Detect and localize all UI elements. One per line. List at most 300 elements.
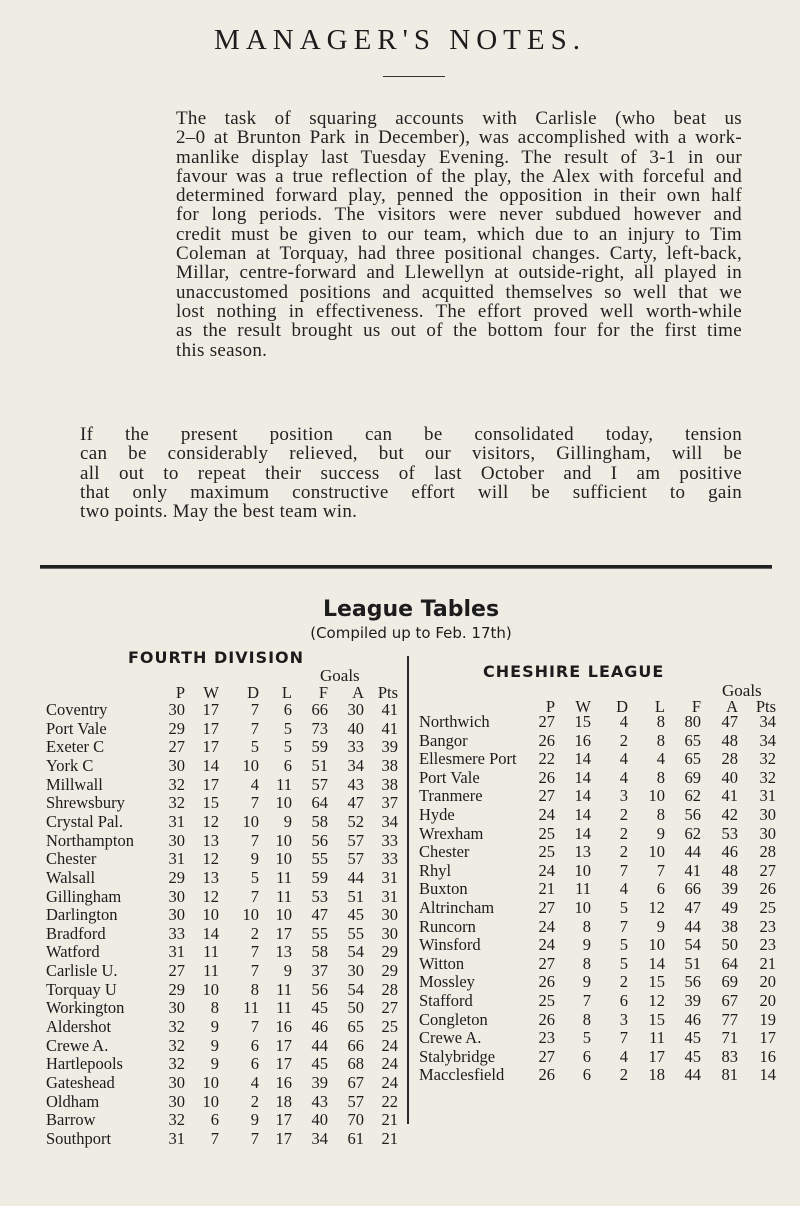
team-name: Rhyl bbox=[419, 860, 452, 880]
stat-cell: 6 bbox=[656, 879, 665, 899]
stat-cell: 30 bbox=[381, 905, 398, 925]
stat-cell: 12 bbox=[202, 811, 219, 831]
stat-cell: 70 bbox=[347, 1110, 364, 1130]
stat-cell: 22 bbox=[538, 749, 555, 769]
stat-cell: 17 bbox=[275, 1035, 292, 1055]
stat-cell: 51 bbox=[684, 953, 701, 973]
table-row bbox=[46, 906, 401, 925]
stat-cell: 64 bbox=[721, 953, 738, 973]
league-tables-subtitle: (Compiled up to Feb. 17th) bbox=[310, 624, 512, 642]
stat-cell: 12 bbox=[648, 898, 665, 917]
stat-cell: 4 bbox=[619, 1046, 628, 1066]
team-name: Ellesmere Port bbox=[419, 749, 517, 769]
column-header: L bbox=[654, 697, 665, 716]
stat-cell: 50 bbox=[721, 935, 738, 955]
stat-cell: 5 bbox=[283, 718, 292, 738]
stat-cell: 50 bbox=[347, 998, 364, 1018]
stat-cell: 38 bbox=[381, 755, 398, 775]
team-name: Crewe A. bbox=[419, 1028, 482, 1048]
paragraph-line: Coleman at Torquay, had three positional changes. Carty, left-back, bbox=[176, 243, 742, 265]
stat-cell: 27 bbox=[538, 898, 555, 917]
stat-cell: 10 bbox=[275, 830, 292, 850]
column-header: P bbox=[545, 697, 555, 716]
stat-cell: 56 bbox=[311, 979, 328, 999]
stat-cell: 11 bbox=[575, 879, 591, 899]
stat-cell: 4 bbox=[619, 749, 628, 769]
stat-cell: 40 bbox=[721, 767, 738, 787]
stat-cell: 11 bbox=[276, 979, 292, 999]
team-name: Chester bbox=[46, 849, 97, 869]
stat-cell: 12 bbox=[202, 886, 219, 906]
stat-cell: 56 bbox=[684, 805, 701, 824]
table-row bbox=[46, 888, 401, 907]
team-name: Stafford bbox=[419, 991, 473, 1010]
team-name: Mossley bbox=[419, 972, 475, 992]
stat-cell: 28 bbox=[721, 749, 738, 769]
stat-cell: 31 bbox=[381, 867, 398, 887]
stat-cell: 7 bbox=[619, 1028, 628, 1048]
table-separator bbox=[407, 656, 409, 1124]
stat-cell: 17 bbox=[275, 923, 292, 943]
table-row bbox=[419, 1029, 781, 1048]
stat-cell: 45 bbox=[684, 1046, 701, 1066]
stat-cell: 27 bbox=[168, 737, 185, 757]
column-header: Pts bbox=[755, 697, 776, 716]
stat-cell: 27 bbox=[759, 860, 776, 880]
stat-cell: 20 bbox=[759, 991, 776, 1010]
stat-cell: 30 bbox=[759, 823, 776, 843]
table-row bbox=[46, 1130, 401, 1149]
stat-cell: 30 bbox=[347, 961, 364, 981]
stat-cell: 8 bbox=[656, 712, 665, 731]
table-row bbox=[419, 750, 781, 769]
stat-cell: 5 bbox=[250, 737, 259, 757]
stat-cell: 32 bbox=[168, 1017, 185, 1037]
stat-cell: 9 bbox=[250, 1110, 259, 1130]
stat-cell: 17 bbox=[759, 1028, 776, 1048]
table-row bbox=[419, 787, 781, 806]
table-row bbox=[46, 1037, 401, 1056]
team-name: Winsford bbox=[419, 935, 481, 955]
stat-cell: 17 bbox=[275, 1128, 292, 1148]
stat-cell: 33 bbox=[381, 849, 398, 869]
table-row bbox=[419, 825, 781, 844]
stat-cell: 14 bbox=[574, 786, 591, 806]
team-name: Shrewsbury bbox=[46, 793, 125, 813]
notes-paragraph-1 bbox=[80, 109, 742, 360]
stat-cell: 34 bbox=[347, 755, 364, 775]
stat-cell: 6 bbox=[619, 991, 628, 1010]
stat-cell: 13 bbox=[202, 867, 219, 887]
paragraph-line: for long periods. The visitors were never subdued however and bbox=[176, 204, 742, 226]
table-row bbox=[46, 738, 401, 757]
team-name: Darlington bbox=[46, 905, 118, 925]
team-name: Gillingham bbox=[46, 886, 122, 906]
stat-cell: 51 bbox=[311, 755, 328, 775]
column-header: W bbox=[575, 697, 591, 716]
stat-cell: 30 bbox=[168, 1073, 185, 1092]
stat-cell: 29 bbox=[381, 961, 398, 981]
table-row bbox=[419, 973, 781, 992]
stat-cell: 59 bbox=[311, 867, 328, 887]
stat-cell: 17 bbox=[202, 718, 219, 738]
fourth-division-heading: FOURTH DIVISION bbox=[128, 648, 305, 667]
stat-cell: 33 bbox=[381, 830, 398, 850]
column-header: F bbox=[318, 683, 328, 702]
stat-cell: 42 bbox=[721, 805, 738, 824]
stat-cell: 24 bbox=[538, 916, 555, 936]
team-name: Coventry bbox=[46, 700, 108, 719]
stat-cell: 20 bbox=[759, 972, 776, 992]
table-row bbox=[46, 832, 401, 851]
stat-cell: 8 bbox=[582, 1009, 591, 1029]
table-row bbox=[46, 1093, 401, 1112]
stat-cell: 65 bbox=[684, 749, 701, 769]
stat-cell: 25 bbox=[538, 991, 555, 1010]
stat-cell: 24 bbox=[381, 1054, 398, 1074]
stat-cell: 7 bbox=[250, 1128, 259, 1148]
paragraph-line: favour was a true reflection of the play, the Alex with forceful and bbox=[176, 165, 742, 187]
stat-cell: 7 bbox=[250, 793, 259, 813]
cheshire-league-heading: CHESHIRE LEAGUE bbox=[483, 662, 665, 681]
team-name: Bangor bbox=[419, 730, 468, 750]
stat-cell: 10 bbox=[242, 905, 259, 925]
stat-cell: 4 bbox=[619, 767, 628, 787]
stat-cell: 6 bbox=[250, 1054, 259, 1074]
table-row bbox=[419, 880, 781, 899]
table-row bbox=[46, 850, 401, 869]
stat-cell: 71 bbox=[721, 1028, 738, 1048]
team-name: Crystal Pal. bbox=[46, 811, 123, 831]
stat-cell: 45 bbox=[684, 1028, 701, 1048]
stat-cell: 30 bbox=[347, 700, 364, 719]
table-row bbox=[419, 862, 781, 881]
stat-cell: 33 bbox=[347, 737, 364, 757]
stat-cell: 9 bbox=[250, 849, 259, 869]
stat-cell: 57 bbox=[347, 849, 364, 869]
table-row bbox=[419, 843, 781, 862]
table-row bbox=[46, 720, 401, 739]
stat-cell: 55 bbox=[311, 849, 328, 869]
stat-cell: 54 bbox=[684, 935, 701, 955]
stat-cell: 21 bbox=[381, 1128, 398, 1148]
stat-cell: 37 bbox=[381, 793, 398, 813]
stat-cell: 52 bbox=[347, 811, 364, 831]
stat-cell: 5 bbox=[619, 935, 628, 955]
stat-cell: 46 bbox=[311, 1017, 328, 1037]
stat-cell: 43 bbox=[347, 774, 364, 794]
stat-cell: 10 bbox=[242, 755, 259, 775]
stat-cell: 49 bbox=[721, 898, 738, 917]
stat-cell: 5 bbox=[619, 898, 628, 917]
title-underline bbox=[383, 76, 445, 77]
stat-cell: 61 bbox=[347, 1128, 364, 1148]
stat-cell: 59 bbox=[311, 737, 328, 757]
team-name: Carlisle U. bbox=[46, 961, 118, 981]
stat-cell: 14 bbox=[648, 953, 665, 973]
stat-cell: 39 bbox=[381, 737, 398, 757]
column-header: A bbox=[726, 697, 738, 716]
team-name: Northampton bbox=[46, 830, 134, 850]
table-row bbox=[419, 806, 781, 825]
table-row bbox=[46, 925, 401, 944]
team-name: Hartlepools bbox=[46, 1054, 123, 1074]
stat-cell: 26 bbox=[538, 767, 555, 787]
team-name: Port Vale bbox=[419, 767, 480, 787]
stat-cell: 2 bbox=[619, 1065, 628, 1085]
stat-cell: 44 bbox=[684, 916, 701, 936]
paragraph-line: Millar, centre-forward and Llewellyn at outside-right, all played in bbox=[176, 262, 742, 284]
stat-cell: 21 bbox=[538, 879, 555, 899]
stat-cell: 37 bbox=[311, 961, 328, 981]
stat-cell: 41 bbox=[684, 860, 701, 880]
table-row bbox=[419, 992, 781, 1011]
stat-cell: 8 bbox=[582, 953, 591, 973]
stat-cell: 31 bbox=[168, 1128, 185, 1148]
paragraph-line: all out to repeat their success of last October and I am positive bbox=[80, 462, 742, 484]
stat-cell: 10 bbox=[242, 811, 259, 831]
stat-cell: 41 bbox=[381, 718, 398, 738]
column-header: W bbox=[203, 683, 219, 702]
stat-cell: 9 bbox=[656, 823, 665, 843]
stat-cell: 7 bbox=[250, 961, 259, 981]
stat-cell: 7 bbox=[619, 860, 628, 880]
stat-cell: 16 bbox=[759, 1046, 776, 1066]
stat-cell: 34 bbox=[311, 1128, 328, 1148]
stat-cell: 30 bbox=[168, 1091, 185, 1111]
stat-cell: 56 bbox=[684, 972, 701, 992]
stat-cell: 9 bbox=[283, 811, 292, 831]
stat-cell: 2 bbox=[619, 730, 628, 750]
stat-cell: 45 bbox=[311, 1054, 328, 1074]
stat-cell: 11 bbox=[203, 942, 219, 962]
stat-cell: 53 bbox=[721, 823, 738, 843]
stat-cell: 27 bbox=[538, 1046, 555, 1066]
stat-cell: 10 bbox=[275, 849, 292, 869]
stat-cell: 2 bbox=[619, 842, 628, 862]
stat-cell: 32 bbox=[168, 1110, 185, 1130]
stat-cell: 2 bbox=[619, 823, 628, 843]
column-header: D bbox=[247, 683, 259, 702]
stat-cell: 47 bbox=[684, 898, 701, 917]
stat-cell: 65 bbox=[684, 730, 701, 750]
stat-cell: 15 bbox=[574, 712, 591, 731]
team-name: Buxton bbox=[419, 879, 468, 899]
stat-cell: 47 bbox=[721, 712, 738, 731]
stat-cell: 14 bbox=[574, 823, 591, 843]
stat-cell: 31 bbox=[168, 849, 185, 869]
stat-cell: 27 bbox=[538, 786, 555, 806]
table-row bbox=[46, 962, 401, 981]
stat-cell: 55 bbox=[311, 923, 328, 943]
stat-cell: 8 bbox=[210, 998, 219, 1018]
stat-cell: 8 bbox=[250, 979, 259, 999]
stat-cell: 21 bbox=[381, 1110, 398, 1130]
stat-cell: 8 bbox=[656, 767, 665, 787]
stat-cell: 45 bbox=[311, 998, 328, 1018]
team-name: Witton bbox=[419, 953, 465, 973]
stat-cell: 31 bbox=[168, 811, 185, 831]
table-row bbox=[46, 776, 401, 795]
stat-cell: 32 bbox=[168, 1035, 185, 1055]
stat-cell: 62 bbox=[684, 786, 701, 806]
page-title: MANAGER'S NOTES. bbox=[214, 24, 586, 56]
team-name: York C bbox=[46, 755, 94, 775]
team-name: Altrincham bbox=[419, 898, 495, 917]
stat-cell: 30 bbox=[168, 998, 185, 1018]
table-row bbox=[46, 794, 401, 813]
stat-cell: 5 bbox=[619, 953, 628, 973]
stat-cell: 54 bbox=[347, 942, 364, 962]
stat-cell: 24 bbox=[538, 935, 555, 955]
stat-cell: 24 bbox=[538, 805, 555, 824]
stat-cell: 9 bbox=[210, 1035, 219, 1055]
team-name: Aldershot bbox=[46, 1017, 112, 1037]
stat-cell: 34 bbox=[381, 811, 398, 831]
stat-cell: 43 bbox=[311, 1091, 328, 1111]
team-name: Crewe A. bbox=[46, 1035, 109, 1055]
team-name: Watford bbox=[46, 942, 100, 962]
paragraph-line: 2–0 at Brunton Park in December), was accomplished with a work- bbox=[176, 127, 742, 149]
stat-cell: 32 bbox=[759, 767, 776, 787]
table-row bbox=[419, 955, 781, 974]
stat-cell: 10 bbox=[648, 786, 665, 806]
stat-cell: 41 bbox=[721, 786, 738, 806]
stat-cell: 46 bbox=[721, 842, 738, 862]
stat-cell: 7 bbox=[210, 1128, 219, 1148]
table-row bbox=[419, 1066, 781, 1085]
stat-cell: 58 bbox=[311, 811, 328, 831]
team-name: Bradford bbox=[46, 923, 106, 943]
stat-cell: 10 bbox=[648, 935, 665, 955]
stat-cell: 16 bbox=[275, 1073, 292, 1092]
table-row bbox=[419, 769, 781, 788]
table-row bbox=[419, 1048, 781, 1067]
stat-cell: 44 bbox=[684, 842, 701, 862]
stat-cell: 47 bbox=[347, 793, 364, 813]
stat-cell: 11 bbox=[649, 1028, 665, 1048]
stat-cell: 14 bbox=[759, 1065, 776, 1085]
stat-cell: 31 bbox=[759, 786, 776, 806]
stat-cell: 12 bbox=[648, 991, 665, 1010]
stat-cell: 14 bbox=[574, 767, 591, 787]
stat-cell: 30 bbox=[168, 700, 185, 719]
team-name: Port Vale bbox=[46, 718, 107, 738]
stat-cell: 5 bbox=[582, 1028, 591, 1048]
stat-cell: 65 bbox=[347, 1017, 364, 1037]
stat-cell: 68 bbox=[347, 1054, 364, 1074]
stat-cell: 24 bbox=[538, 860, 555, 880]
team-name: Hyde bbox=[419, 805, 455, 824]
stat-cell: 57 bbox=[347, 830, 364, 850]
stat-cell: 45 bbox=[347, 905, 364, 925]
table-row bbox=[419, 713, 781, 732]
stat-cell: 14 bbox=[202, 755, 219, 775]
stat-cell: 6 bbox=[582, 1065, 591, 1085]
stat-cell: 30 bbox=[168, 755, 185, 775]
stat-cell: 31 bbox=[168, 942, 185, 962]
team-name: Runcorn bbox=[419, 916, 476, 936]
table-row bbox=[46, 1055, 401, 1074]
stat-cell: 10 bbox=[202, 979, 219, 999]
table-row bbox=[46, 701, 401, 720]
stat-cell: 13 bbox=[275, 942, 292, 962]
stat-cell: 25 bbox=[538, 842, 555, 862]
stat-cell: 15 bbox=[202, 793, 219, 813]
stat-cell: 11 bbox=[276, 886, 292, 906]
stat-cell: 24 bbox=[381, 1073, 398, 1092]
column-header: A bbox=[352, 683, 364, 702]
team-name: Walsall bbox=[46, 867, 96, 887]
stat-cell: 73 bbox=[311, 718, 328, 738]
cheshire-league-goals-label: Goals bbox=[722, 681, 762, 700]
league-tables-title: League Tables bbox=[322, 597, 500, 622]
stat-cell: 13 bbox=[202, 830, 219, 850]
paragraph-line: as the result brought us out of the bottom four for the first time bbox=[176, 320, 742, 342]
team-name: Exeter C bbox=[46, 737, 105, 757]
stat-cell: 32 bbox=[759, 749, 776, 769]
stat-cell: 30 bbox=[381, 923, 398, 943]
table-row bbox=[46, 943, 401, 962]
table-row bbox=[46, 1074, 401, 1093]
stat-cell: 26 bbox=[538, 1065, 555, 1085]
stat-cell: 9 bbox=[283, 961, 292, 981]
stat-cell: 81 bbox=[721, 1065, 738, 1085]
team-name: Millwall bbox=[46, 774, 103, 794]
team-name: Torquay U bbox=[46, 979, 117, 999]
stat-cell: 77 bbox=[721, 1009, 738, 1029]
column-header: Pts bbox=[377, 683, 398, 702]
notes-paragraph-2 bbox=[80, 425, 742, 521]
stat-cell: 17 bbox=[648, 1046, 665, 1066]
stat-cell: 67 bbox=[721, 991, 738, 1010]
table-row bbox=[46, 981, 401, 1000]
stat-cell: 66 bbox=[347, 1035, 364, 1055]
stat-cell: 64 bbox=[311, 793, 328, 813]
stat-cell: 10 bbox=[648, 842, 665, 862]
paragraph-line: manlike display last Tuesday Evening. The result of 3-1 in our bbox=[176, 146, 742, 168]
stat-cell: 30 bbox=[168, 830, 185, 850]
paragraph-line: that only maximum constructive effort will be sufficient to gain bbox=[80, 481, 742, 503]
team-name: Southport bbox=[46, 1128, 112, 1148]
stat-cell: 9 bbox=[582, 972, 591, 992]
stat-cell: 5 bbox=[283, 737, 292, 757]
stat-cell: 7 bbox=[250, 886, 259, 906]
stat-cell: 2 bbox=[619, 805, 628, 824]
stat-cell: 48 bbox=[721, 730, 738, 750]
fourth-division-table bbox=[46, 683, 401, 1148]
stat-cell: 19 bbox=[759, 1009, 776, 1029]
stat-cell: 47 bbox=[311, 905, 328, 925]
table-row bbox=[419, 936, 781, 955]
team-name: Workington bbox=[46, 998, 125, 1018]
stat-cell: 13 bbox=[574, 842, 591, 862]
stat-cell: 27 bbox=[168, 961, 185, 981]
paragraph-line: can be considerably relieved, but our visitors, Gillingham, will be bbox=[80, 443, 742, 465]
stat-cell: 27 bbox=[381, 998, 398, 1018]
stat-cell: 17 bbox=[275, 1110, 292, 1130]
stat-cell: 11 bbox=[203, 961, 219, 981]
column-header: F bbox=[691, 697, 701, 716]
stat-cell: 17 bbox=[202, 774, 219, 794]
stat-cell: 54 bbox=[347, 979, 364, 999]
stat-cell: 10 bbox=[202, 1073, 219, 1092]
stat-cell: 24 bbox=[381, 1035, 398, 1055]
stat-cell: 7 bbox=[656, 860, 665, 880]
team-name: Tranmere bbox=[419, 786, 483, 806]
column-header: D bbox=[616, 697, 628, 716]
stat-cell: 18 bbox=[275, 1091, 292, 1111]
